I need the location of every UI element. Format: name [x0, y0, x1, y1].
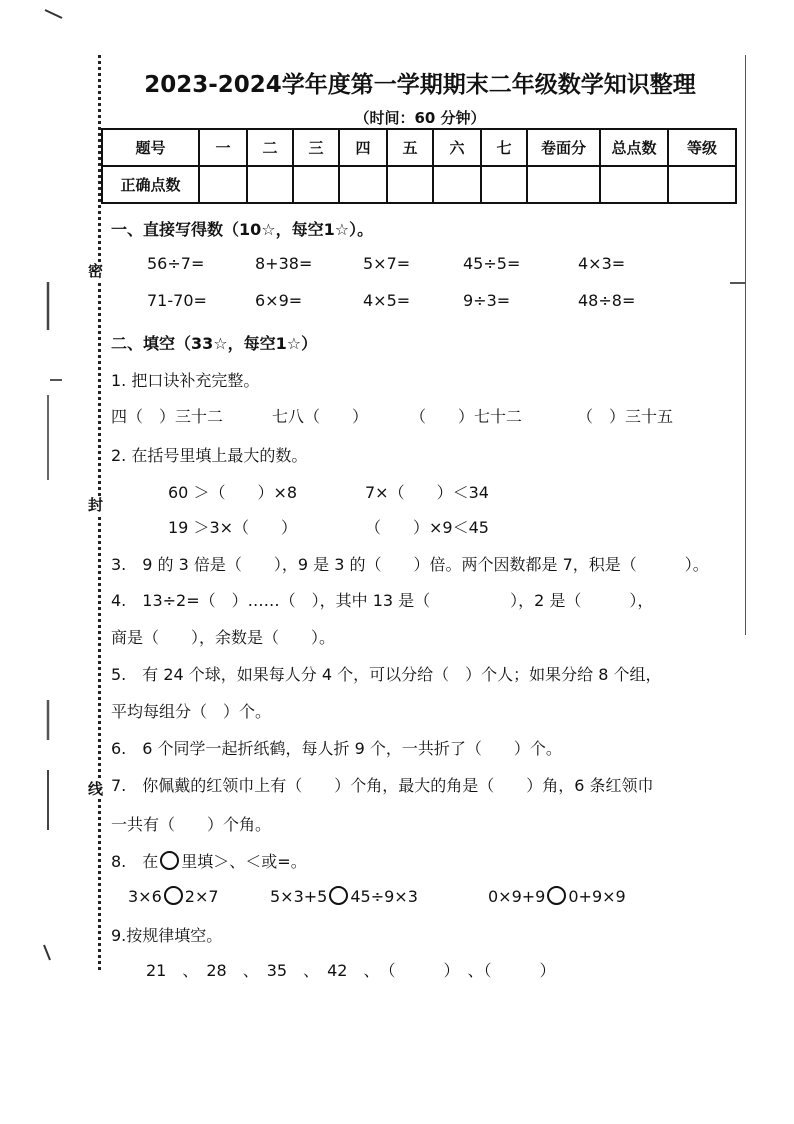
question-7-line-2: 一共有（ ）个角。: [111, 815, 272, 834]
score-entry-cell[interactable]: [668, 166, 736, 203]
section-1-title: 一、直接写得数（10☆，每空1☆）。: [111, 220, 374, 239]
score-header-cell: 一: [199, 129, 247, 166]
score-header-cell: 四: [339, 129, 387, 166]
score-entry-cell[interactable]: [293, 166, 339, 203]
score-entry-cell[interactable]: [387, 166, 433, 203]
question-4-line-1: 4. 13÷2=（ ）……（ ），其中 13 是（ ），2 是（ ），: [111, 591, 654, 610]
question-2: 2. 在括号里填上最大的数。: [111, 446, 308, 465]
right-margin-rule: [745, 55, 746, 635]
compare-item: 3×6 2×7: [128, 887, 219, 906]
oral-calc-item: 4×3=: [578, 254, 626, 273]
question-6: 6. 6 个同学一起折纸鹤，每人折 9 个，一共折了（ ）个。: [111, 739, 562, 758]
section-2-title: 二、填空（33☆，每空1☆）: [111, 334, 318, 353]
oral-calc-item: 56÷7=: [147, 254, 205, 273]
score-header-cell: 六: [433, 129, 481, 166]
score-entry-cell[interactable]: [339, 166, 387, 203]
q2-fill-item: 60 ＞（ ）×8: [168, 483, 298, 502]
question-8: [111, 849, 307, 872]
compare-blank-circle[interactable]: [164, 886, 183, 905]
oral-calc-item: 48÷8=: [578, 291, 636, 310]
q2-fill-item: 7×（ ）＜34: [365, 483, 489, 502]
compare-item: 5×3+5 45÷9×3: [270, 887, 418, 906]
q9-sequence: 21 、 28 、 35 、 42 、 （ ） 、（ ）: [146, 961, 556, 980]
oral-calc-item: 71-70=: [147, 291, 207, 310]
question-5-line-1: 5. 有 24 个球，如果每人分 4 个，可以分给（ ）个人；如果分给 8 个组，: [111, 665, 662, 684]
score-entry-cell[interactable]: [600, 166, 668, 203]
q2-fill-item: 19 ＞3×（ ）: [168, 518, 298, 537]
page-title: 2023-2024学年度第一学期期末二年级数学知识整理: [144, 72, 696, 98]
compare-blank-circle[interactable]: [547, 886, 566, 905]
q2-fill-item: （ ）×9＜45: [365, 518, 489, 537]
score-table: [101, 128, 737, 204]
score-header-cell: 总点数: [600, 129, 668, 166]
score-entry-cell[interactable]: [527, 166, 600, 203]
q1-fill-item: （ ）七十二: [410, 407, 523, 426]
oral-calc-item: 9÷3=: [463, 291, 511, 310]
oral-calc-item: 4×5=: [363, 291, 411, 310]
score-entry-cell[interactable]: [199, 166, 247, 203]
score-entry-cell[interactable]: [433, 166, 481, 203]
compare-circle-icon: [160, 851, 179, 870]
margin-seal-char-1: 密: [88, 262, 104, 280]
question-3: 3. 9 的 3 倍是（ ），9 是 3 的（ ）倍。两个因数都是 7，积是（ ）。: [111, 555, 709, 574]
score-entry-cell[interactable]: [247, 166, 293, 203]
points-row-label: 正确点数: [102, 166, 199, 203]
score-table-points-row: [102, 166, 736, 203]
score-header-cell: 七: [481, 129, 527, 166]
q1-fill-item: 七八（ ）: [272, 407, 369, 426]
time-subtitle: （时间：60 分钟）: [354, 109, 486, 127]
q1-fill-item: 四（ ）三十二: [111, 407, 224, 426]
score-header-cell: 五: [387, 129, 433, 166]
question-9: 9.按规律填空。: [111, 926, 223, 945]
score-table-header-row: [102, 129, 736, 166]
margin-seal-char-3: 线: [88, 780, 104, 798]
question-7-line-1: 7. 你佩戴的红领巾上有（ ）个角，最大的角是（ ）角，6 条红领巾: [111, 776, 654, 795]
oral-calc-item: 6×9=: [255, 291, 303, 310]
margin-seal-char-2: 封: [88, 496, 104, 514]
question-4-line-2: 商是（ ），余数是（ ）。: [111, 628, 336, 647]
score-header-cell: 卷面分: [527, 129, 600, 166]
q8-instruction: 里填＞、＜或=。: [181, 852, 307, 871]
compare-item: 0×9+9 0+9×9: [488, 887, 626, 906]
score-header-cell: 二: [247, 129, 293, 166]
oral-calc-item: 8+38=: [255, 254, 313, 273]
oral-calc-item: 45÷5=: [463, 254, 521, 273]
compare-blank-circle[interactable]: [329, 886, 348, 905]
question-1: 1. 把口诀补充完整。: [111, 371, 260, 390]
q1-fill-item: （ ）三十五: [577, 407, 674, 426]
score-header-cell: 三: [293, 129, 339, 166]
score-entry-cell[interactable]: [481, 166, 527, 203]
score-header-cell: 题号: [102, 129, 199, 166]
q8-prefix: 8. 在: [111, 852, 159, 871]
question-5-line-2: 平均每组分（ ）个。: [111, 702, 272, 721]
oral-calc-item: 5×7=: [363, 254, 411, 273]
score-header-cell: 等级: [668, 129, 736, 166]
